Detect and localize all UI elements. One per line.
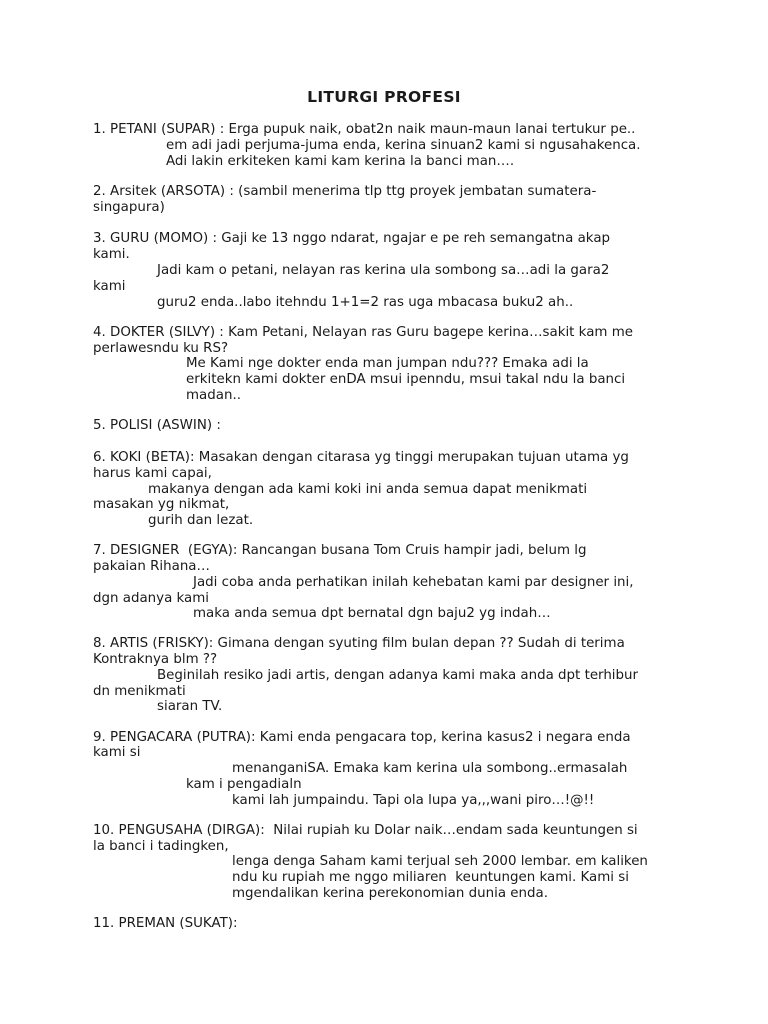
text-line: ndu ku rupiah me nggo miliaren keuntungen kami. Kami si (232, 870, 629, 885)
text-line: kami (93, 279, 126, 294)
text-line: makanya dengan ada kami koki ini anda semua dapat menikmati (148, 482, 588, 497)
text-line: siaran TV. (157, 699, 223, 714)
text-line: kami lah jumpaindu. Tapi ola lupa ya,,,wani piro…!@!! (232, 793, 595, 808)
text-line: Me Kami nge dokter enda man jumpan ndu??? Emaka adi la (186, 356, 589, 371)
text-line: harus kami capai, (93, 466, 212, 481)
text-line: guru2 enda..labo itehndu 1+1=2 ras uga mbacasa buku2 ah.. (157, 295, 574, 310)
text-line: 4. DOKTER (SILVY) : Kam Petani, Nelayan ras Guru bagepe kerina…sakit kam me (93, 325, 633, 340)
text-line: 9. PENGACARA (PUTRA): Kami enda pengacara top, kerina kasus2 i negara enda (93, 730, 631, 745)
text-line: masakan yg nikmat, (93, 497, 230, 512)
text-line: 2. Arsitek (ARSOTA) : (sambil menerima tlp ttg proyek jembatan sumatera- (93, 184, 597, 199)
text-line: menanganiSA. Emaka kam kerina ula sombong..ermasalah (232, 761, 628, 776)
text-line: 6. KOKI (BETA): Masakan dengan citarasa yg tinggi merupakan tujuan utama yg (93, 450, 629, 465)
text-line: la banci i tadingken, (93, 839, 229, 854)
text-line: lenga denga Saham kami terjual seh 2000 lembar. em kaliken (232, 854, 648, 869)
text-line: 1. PETANI (SUPAR) : Erga pupuk naik, obat2n naik maun-maun lanai tertukur pe.. (93, 122, 636, 137)
text-line: kami si (93, 745, 141, 760)
text-line: 5. POLISI (ASWIN) : (93, 418, 221, 433)
text-line: em adi jadi perjuma-juma enda, kerina sinuan2 kami si ngusahakenca. (166, 138, 641, 153)
text-line: singapura) (93, 200, 165, 215)
text-line: kami. (93, 247, 130, 262)
text-line: Jadi kam o petani, nelayan ras kerina ula sombong sa…adi la gara2 (157, 263, 610, 278)
text-line: 10. PENGUSAHA (DIRGA): Nilai rupiah ku Dolar naik…endam sada keuntungen si (93, 823, 638, 838)
text-line: pakaian Rihana… (93, 559, 210, 574)
text-line: gurih dan lezat. (148, 513, 254, 528)
text-line: dn menikmati (93, 684, 186, 699)
text-line: Beginilah resiko jadi artis, dengan adanya kami maka anda dpt terhibur (157, 668, 639, 683)
text-line: 11. PREMAN (SUKAT): (93, 916, 238, 931)
text-line: madan.. (186, 388, 241, 403)
text-line: mgendalikan kerina perekonomian dunia enda. (232, 886, 548, 901)
text-line: 3. GURU (MOMO) : Gaji ke 13 nggo ndarat, ngajar e pe reh semangatna akap (93, 231, 611, 246)
text-line: kam i pengadialn (186, 777, 302, 792)
text-line: 8. ARTIS (FRISKY): Gimana dengan syuting film bulan depan ?? Sudah di terima (93, 636, 625, 651)
text-line: Adi lakin erkiteken kami kam kerina la banci man…. (166, 154, 515, 169)
page-title: LITURGI PROFESI (307, 88, 461, 106)
text-line: erkitekn kami dokter enDA msui ipenndu, msui takal ndu la banci (186, 372, 626, 387)
text-line: Jadi coba anda perhatikan inilah kehebatan kami par designer ini, (193, 575, 634, 590)
text-line: maka anda semua dpt bernatal dgn baju2 yg indah… (193, 606, 551, 621)
text-line: Kontraknya blm ?? (93, 652, 218, 667)
text-line: 7. DESIGNER (EGYA): Rancangan busana Tom Cruis hampir jadi, belum lg (93, 543, 587, 558)
text-line: dgn adanya kami (93, 591, 210, 606)
text-line: perlawesndu ku RS? (93, 341, 229, 356)
